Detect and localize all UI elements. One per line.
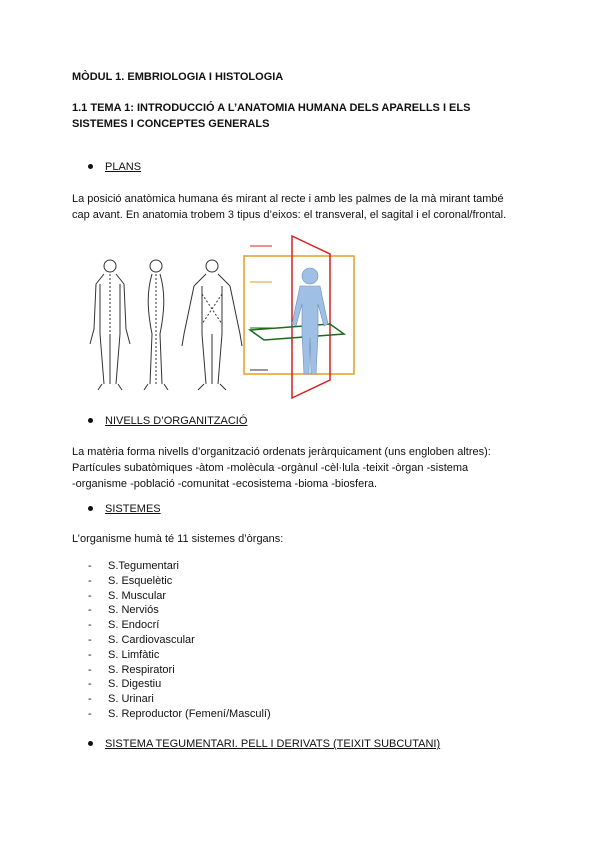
topic-title: [72, 100, 470, 132]
body-outline-front: [90, 260, 130, 390]
list-item: - S. Reproductor (Femení/Masculí): [88, 707, 271, 720]
bullet-icon: [88, 741, 93, 746]
anatomy-figure: [72, 234, 362, 400]
nivells-heading: NIVELLS D’ORGANITZACIÓ: [88, 415, 247, 427]
list-item: - S. Nerviós: [88, 604, 159, 617]
bullet-icon: [88, 164, 93, 169]
plans-paragraph: La posició anatòmica humana és mirant al recte i amb les palmes de la mà mirant també cap avant. En anatomia trobem 3 tipus d’eixos: el transveral, el sagital i el coronal/frontal.: [72, 193, 507, 221]
list-item: - S. Cardiovascular: [88, 633, 195, 646]
systems-list: [88, 559, 271, 722]
list-item: - S.Tegumentari: [88, 560, 179, 572]
tegumentari-heading: SISTEMA TEGUMENTARI. PELL I DERIVATS (TEIXIT SUBCUTANI): [88, 738, 440, 750]
bullet-icon: [88, 418, 93, 423]
list-item: - S. Muscular: [88, 589, 167, 602]
list-item: - S. Respiratori: [88, 663, 175, 676]
sistemes-intro: L’organisme humà té 11 sistemes d’òrgans:: [72, 533, 284, 545]
topic-title-line2: SISTEMES I CONCEPTES GENERALS: [72, 118, 270, 130]
human-silhouette: [292, 268, 328, 374]
topic-title-line1: 1.1 TEMA 1: INTRODUCCIÓ A L’ANATOMIA HUMANA DELS APARELLS I ELS: [72, 102, 471, 114]
list-item: - S. Digestiu: [88, 678, 162, 691]
list-item: - S. Esquelètic: [88, 574, 173, 587]
body-outline-back: [182, 260, 242, 390]
bullet-icon: [88, 506, 93, 511]
nivells-paragraph: La matèria forma nivells d’organització ordenats jeràrquicament (uns engloben altres): Partícules subatòmiques -àtom -molècula -orgànul -cèl·lula -teixit -òrgan -sistema -organisme -població -comunitat -ecosistema -bioma -biosfera.: [72, 446, 491, 490]
list-item: - S. Urinari: [88, 693, 154, 706]
list-item: - S. Limfàtic: [88, 648, 160, 661]
sistemes-heading: SISTEMES: [88, 503, 161, 515]
plans-heading: PLANS: [88, 161, 141, 173]
body-outline-side: [144, 260, 168, 390]
list-item: - S. Endocrí: [88, 619, 160, 632]
plane-labels: [250, 246, 282, 370]
module-title: MÒDUL 1. EMBRIOLOGIA I HISTOLOGIA: [72, 71, 284, 83]
